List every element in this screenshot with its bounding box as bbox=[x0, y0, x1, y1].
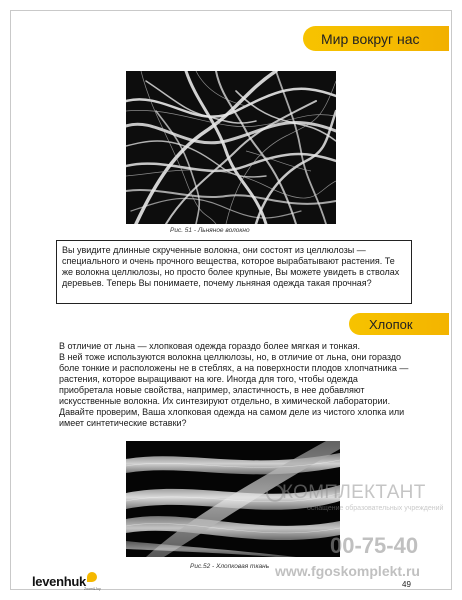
page-number: 49 bbox=[402, 580, 411, 589]
logo-mark-icon bbox=[87, 572, 97, 582]
levenhuk-logo bbox=[32, 572, 101, 591]
watermark-phone: 00-75-40 bbox=[330, 533, 419, 558]
flax-fiber-micrograph bbox=[126, 71, 336, 224]
watermark-subtitle: оснащение образовательных учреждений bbox=[307, 505, 444, 512]
section-header-tab bbox=[303, 26, 449, 51]
watermark-site: www.fgoskomplekt.ru bbox=[275, 563, 420, 579]
info-textbox: Вы увидите длинные скрученные волокна, они состоят из целлюлозы — специального и очень прочного вещества, которое вырабатывают растения. Те же волокна целлюлозы, но просто более крупные, Вы можете увидеть в стволах деревьев. Теперь Вы понимаете, почему льняная одежда такая прочная? bbox=[56, 240, 412, 304]
body-paragraph-1: В отличие от льна — хлопковая одежда гораздо более мягкая и тонкая. bbox=[59, 341, 360, 351]
watermark-brand: КОМПЛЕКТАНТ bbox=[282, 482, 426, 503]
figure-52-caption: Рис.52 - Хлопковая ткань bbox=[190, 563, 270, 570]
section-header-title: Мир вокруг нас bbox=[321, 30, 420, 47]
logo-tagline: Zoom&Joy bbox=[84, 587, 101, 591]
section-tab-title: Хлопок bbox=[369, 316, 413, 332]
figure-51-caption: Рис. 51 - Льняное волокно bbox=[170, 227, 250, 234]
body-paragraph-2: В ней тоже используются волокна целлюлозы, но, в отличие от льна, они гораздо боле тонкие и расположены не в стеблях, а на поверхности плодов хлопчатника — растения, которое выращивают на юге. Иногда для того, чтобы одежда приобретала новые свойства, например, эластичность, в нее добавляют искусственные волокна. Их синтезируют отдельно, в химической лаборатории. Давайте проверим, Ваша хлопковая одежда на самом деле из чистого хлопка или имеет синтетические вставки? bbox=[59, 352, 409, 428]
section-tab-cotton bbox=[349, 313, 449, 335]
logo-wordmark: levenhuk bbox=[32, 574, 86, 589]
flax-fiber-image bbox=[126, 71, 336, 224]
body-text bbox=[59, 341, 411, 429]
